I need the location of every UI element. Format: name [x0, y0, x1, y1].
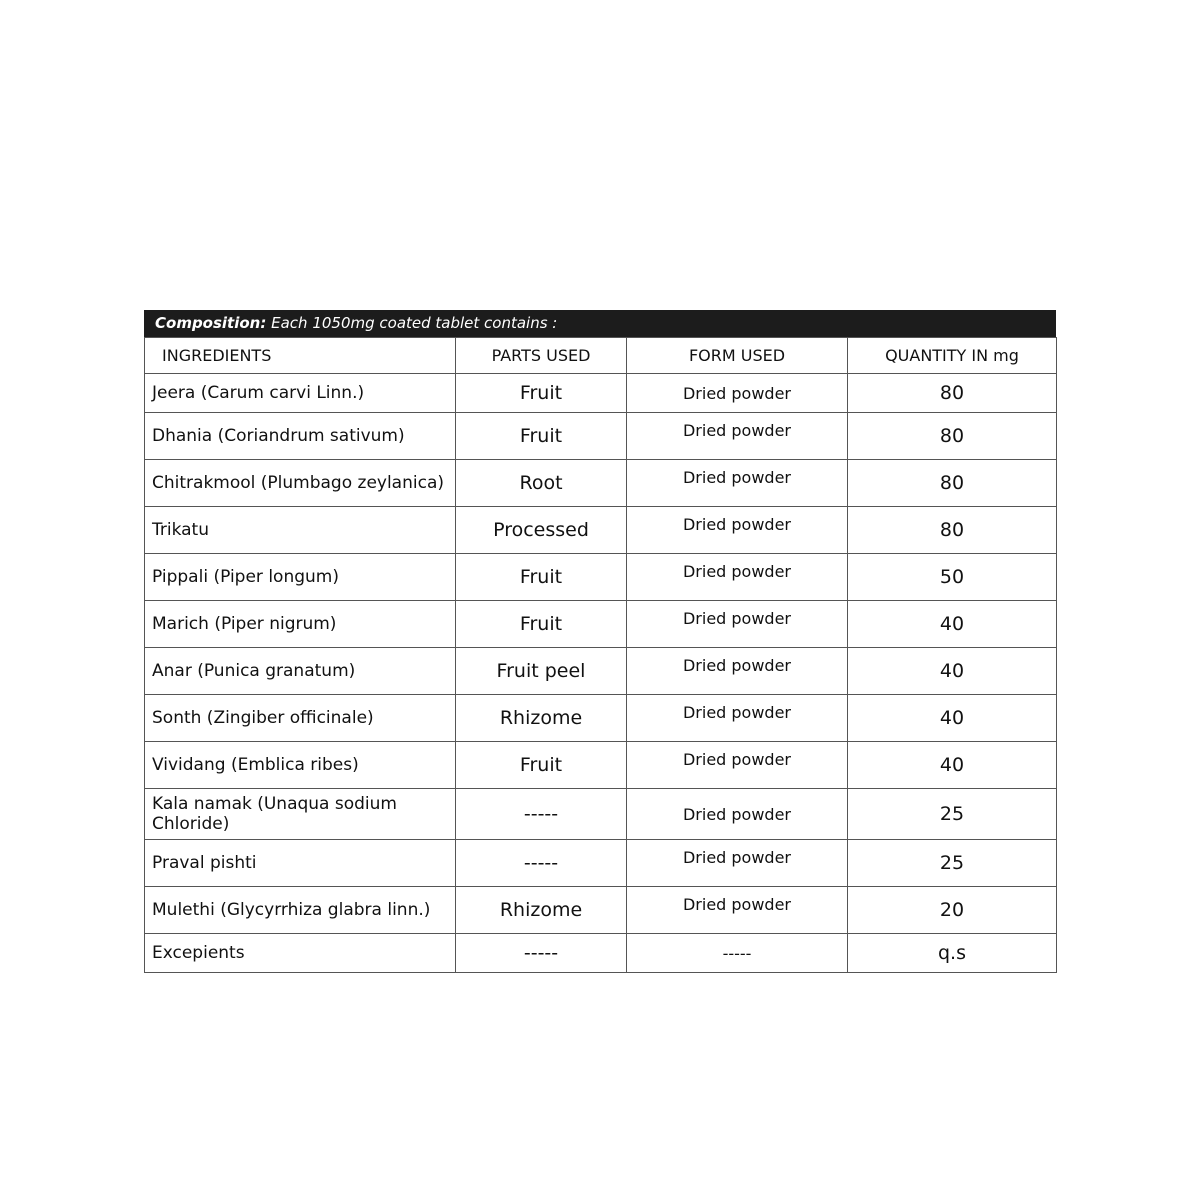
quantity-cell: 50 [848, 554, 1057, 601]
form-cell: Dried powder [627, 374, 848, 413]
ingredient-cell: Praval pishti [145, 840, 456, 887]
table-row [145, 648, 1057, 695]
ingredient-cell: Trikatu [145, 507, 456, 554]
composition-label: Composition: [155, 314, 267, 332]
composition-title-bar [144, 310, 1056, 337]
form-cell: Dried powder [627, 840, 848, 887]
table-row [145, 554, 1057, 601]
ingredient-cell: Jeera (Carum carvi Linn.) [145, 374, 456, 413]
part-cell: Fruit [456, 742, 627, 789]
form-cell: ----- [627, 934, 848, 973]
part-cell: Fruit [456, 554, 627, 601]
ingredient-cell: Dhania (Coriandrum sativum) [145, 413, 456, 460]
table-row [145, 374, 1057, 413]
part-cell: Rhizome [456, 887, 627, 934]
table-header-row [145, 338, 1057, 374]
form-cell: Dried powder [627, 413, 848, 460]
ingredient-cell: Excepients [145, 934, 456, 973]
form-cell: Dried powder [627, 789, 848, 840]
table-row [145, 507, 1057, 554]
part-cell: Root [456, 460, 627, 507]
part-cell: Fruit [456, 374, 627, 413]
part-cell: Rhizome [456, 695, 627, 742]
table-row [145, 934, 1057, 973]
table-row [145, 695, 1057, 742]
part-cell: Fruit [456, 413, 627, 460]
header-parts-used: PARTS USED [456, 338, 627, 374]
table-row [145, 601, 1057, 648]
composition-description: Each 1050mg coated tablet contains : [266, 314, 558, 332]
ingredient-cell: Sonth (Zingiber officinale) [145, 695, 456, 742]
composition-table [144, 337, 1057, 973]
quantity-cell: 80 [848, 507, 1057, 554]
header-form-used: FORM USED [627, 338, 848, 374]
ingredient-cell: Kala namak (Unaqua sodium Chloride) [145, 789, 456, 840]
form-cell: Dried powder [627, 887, 848, 934]
part-cell: ----- [456, 934, 627, 973]
form-cell: Dried powder [627, 648, 848, 695]
ingredient-cell: Mulethi (Glycyrrhiza glabra linn.) [145, 887, 456, 934]
form-cell: Dried powder [627, 601, 848, 648]
ingredient-cell: Chitrakmool (Plumbago zeylanica) [145, 460, 456, 507]
part-cell: ----- [456, 789, 627, 840]
form-cell: Dried powder [627, 742, 848, 789]
form-cell: Dried powder [627, 507, 848, 554]
quantity-cell: 25 [848, 840, 1057, 887]
quantity-cell: 80 [848, 374, 1057, 413]
table-row [145, 413, 1057, 460]
quantity-cell: 80 [848, 413, 1057, 460]
form-cell: Dried powder [627, 460, 848, 507]
table-row [145, 789, 1057, 840]
quantity-cell: 40 [848, 695, 1057, 742]
header-ingredients: INGREDIENTS [145, 338, 456, 374]
composition-panel [144, 310, 1056, 973]
part-cell: Fruit peel [456, 648, 627, 695]
form-cell: Dried powder [627, 554, 848, 601]
quantity-cell: 40 [848, 648, 1057, 695]
quantity-cell: 40 [848, 601, 1057, 648]
part-cell: Fruit [456, 601, 627, 648]
part-cell: Processed [456, 507, 627, 554]
ingredient-cell: Anar (Punica granatum) [145, 648, 456, 695]
ingredient-cell: Pippali (Piper longum) [145, 554, 456, 601]
table-row [145, 460, 1057, 507]
table-row [145, 742, 1057, 789]
table-row [145, 887, 1057, 934]
header-quantity: QUANTITY IN mg [848, 338, 1057, 374]
quantity-cell: 25 [848, 789, 1057, 840]
form-cell: Dried powder [627, 695, 848, 742]
ingredient-cell: Vividang (Emblica ribes) [145, 742, 456, 789]
quantity-cell: q.s [848, 934, 1057, 973]
part-cell: ----- [456, 840, 627, 887]
quantity-cell: 20 [848, 887, 1057, 934]
quantity-cell: 40 [848, 742, 1057, 789]
ingredient-cell: Marich (Piper nigrum) [145, 601, 456, 648]
quantity-cell: 80 [848, 460, 1057, 507]
table-row [145, 840, 1057, 887]
